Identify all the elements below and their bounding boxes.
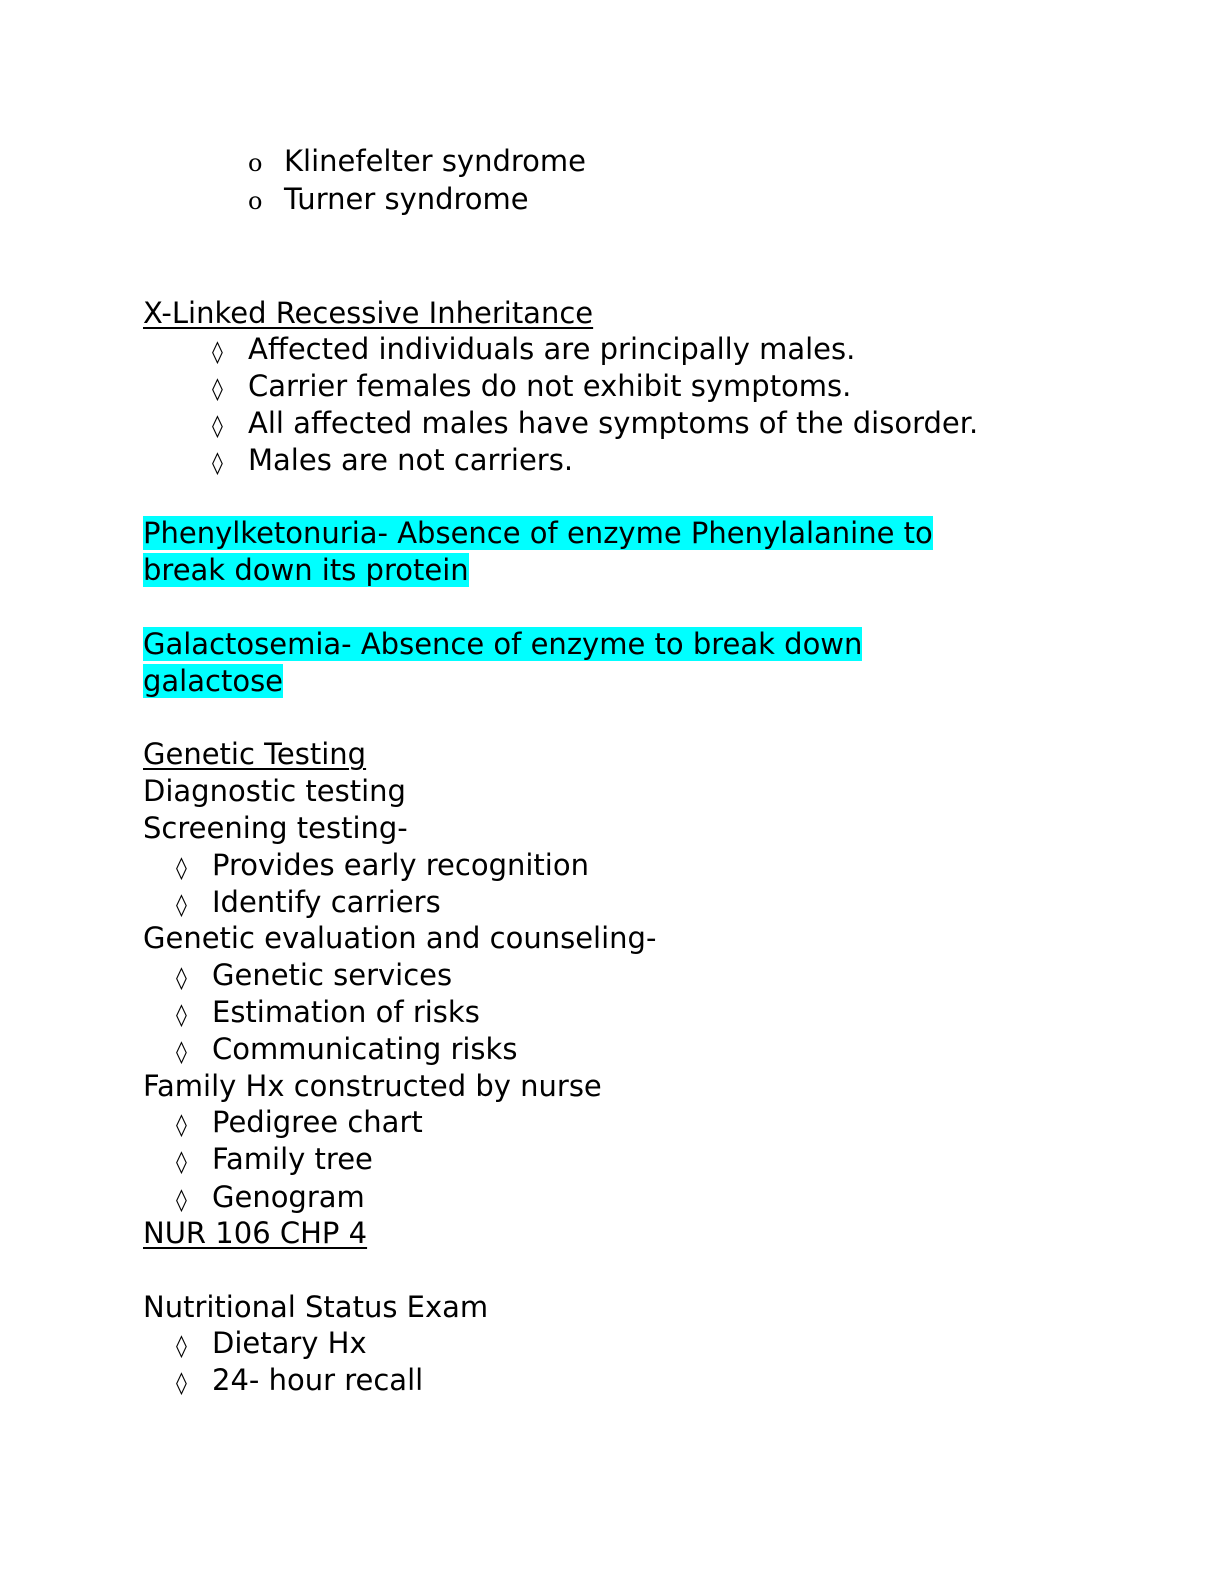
galactosemia-line-2: galactose xyxy=(143,664,284,698)
list-item: ◊ 24- hour recall xyxy=(176,1362,423,1402)
o-bullet-icon: o xyxy=(248,187,263,215)
diamond-bullet-icon: ◊ xyxy=(176,1188,187,1213)
diamond-bullet-icon: ◊ xyxy=(176,1003,187,1028)
diamond-bullet-icon: ◊ xyxy=(212,340,223,365)
xlinked-heading: X-Linked Recessive Inheritance xyxy=(143,296,594,330)
list-item: ◊ Family tree xyxy=(176,1141,373,1181)
diamond-bullet-icon: ◊ xyxy=(176,1371,187,1396)
diamond-bullet-icon: ◊ xyxy=(212,414,223,439)
diamond-bullet-icon: ◊ xyxy=(176,1040,187,1065)
nutrition-heading: Nutritional Status Exam xyxy=(143,1290,489,1324)
diamond-bullet-icon: ◊ xyxy=(176,1113,187,1138)
list-item: ◊ Estimation of risks xyxy=(176,994,480,1034)
o-bullet-icon: o xyxy=(248,149,263,177)
list-item: ◊ Males are not carriers. xyxy=(212,442,573,482)
pku-line-2: break down its protein xyxy=(143,553,469,587)
list-item: o Turner syndrome xyxy=(248,181,529,219)
list-item: ◊ Dietary Hx xyxy=(176,1325,367,1365)
family-hx-text: Family Hx constructed by nurse xyxy=(143,1069,602,1103)
genetic-evaluation-text: Genetic evaluation and counseling- xyxy=(143,921,657,955)
list-item: ◊ Carrier females do not exhibit symptoms. xyxy=(212,368,851,408)
list-item: ◊ Identify carriers xyxy=(176,884,441,924)
diamond-bullet-icon: ◊ xyxy=(212,377,223,402)
list-item: ◊ Affected individuals are principally males. xyxy=(212,331,855,371)
diamond-bullet-icon: ◊ xyxy=(176,966,187,991)
chapter-heading: NUR 106 CHP 4 xyxy=(143,1216,368,1250)
list-item: ◊ Pedigree chart xyxy=(176,1104,423,1144)
diamond-bullet-icon: ◊ xyxy=(212,451,223,476)
list-item: ◊ Provides early recognition xyxy=(176,847,589,887)
diagnostic-testing-text: Diagnostic testing xyxy=(143,774,406,808)
diamond-bullet-icon: ◊ xyxy=(176,1150,187,1175)
list-item: ◊ All affected males have symptoms of the disorder. xyxy=(212,405,978,445)
screening-testing-text: Screening testing- xyxy=(143,811,408,845)
list-item: ◊ Communicating risks xyxy=(176,1031,517,1071)
list-item: ◊ Genogram xyxy=(176,1179,365,1219)
galactosemia-line-1: Galactosemia- Absence of enzyme to break down xyxy=(143,627,863,661)
diamond-bullet-icon: ◊ xyxy=(176,893,187,918)
list-item: ◊ Genetic services xyxy=(176,957,452,997)
diamond-bullet-icon: ◊ xyxy=(176,856,187,881)
genetic-testing-heading: Genetic Testing xyxy=(143,737,367,771)
pku-line-1: Phenylketonuria- Absence of enzyme Phenylalanine to xyxy=(143,516,933,550)
list-item: o Klinefelter syndrome xyxy=(248,143,586,181)
diamond-bullet-icon: ◊ xyxy=(176,1334,187,1359)
